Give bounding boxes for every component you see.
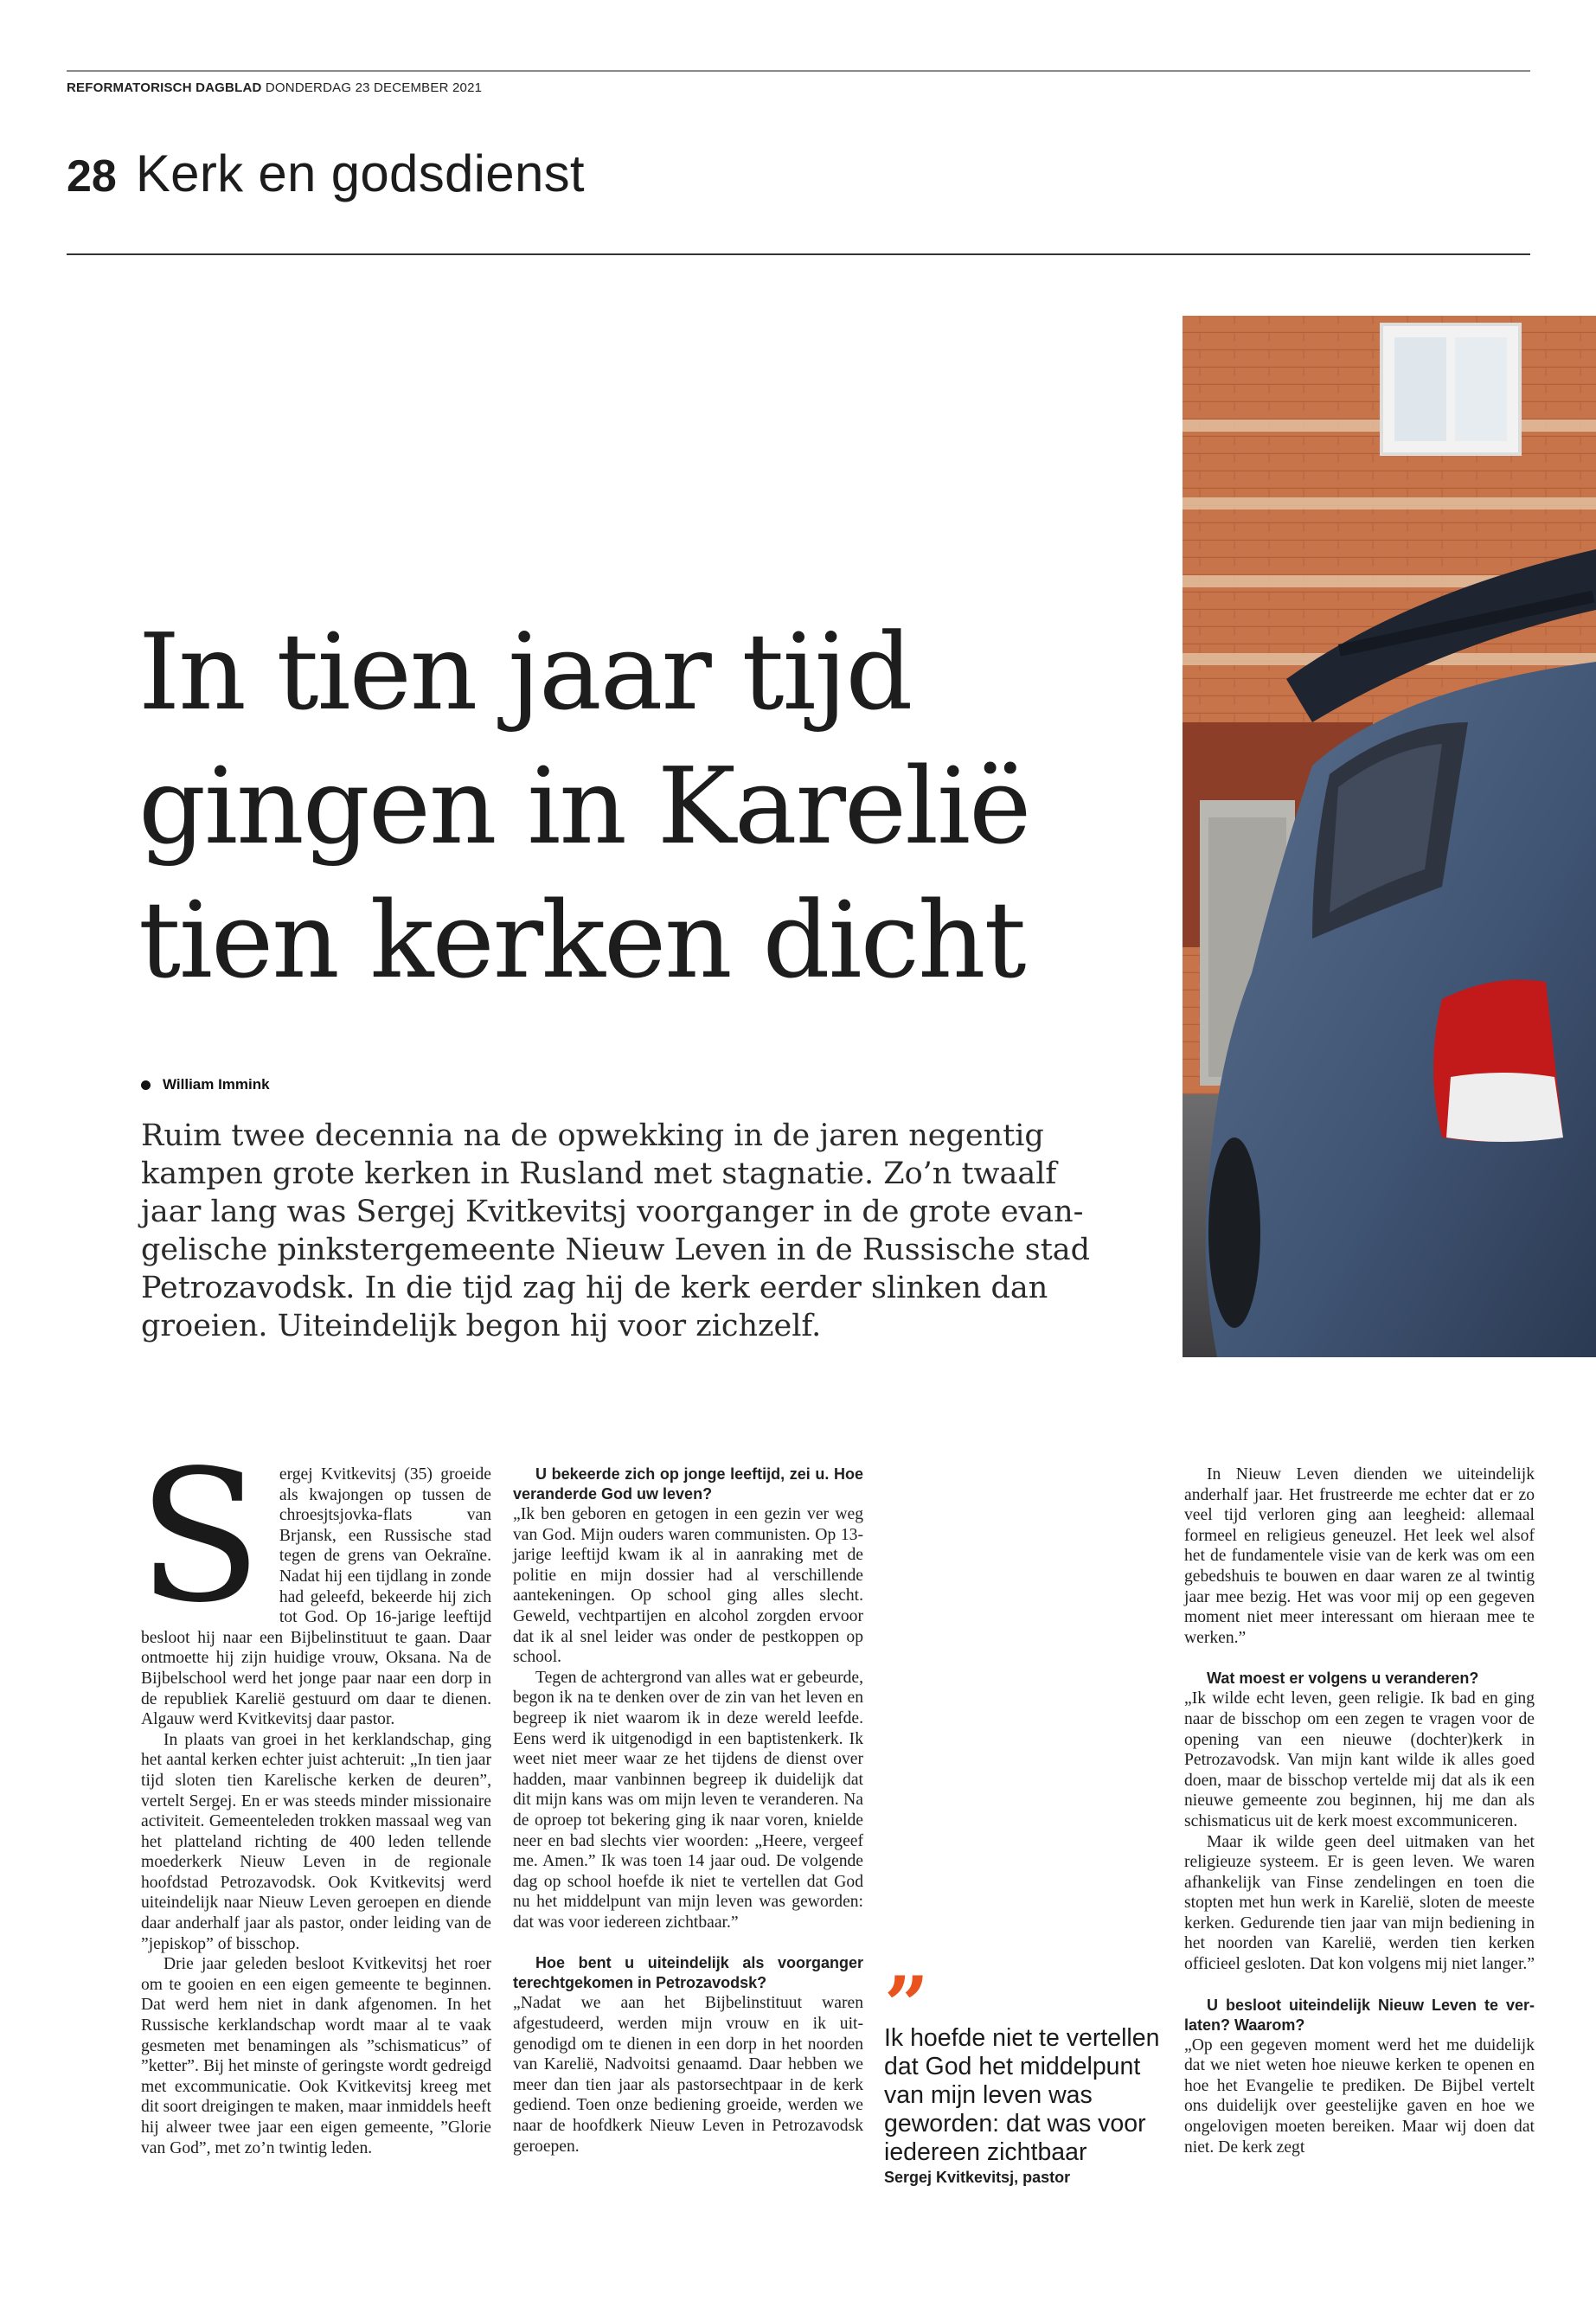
article-photo [1183, 316, 1596, 1357]
body-paragraph: Tegen de achtergrond van alles wat er gebeurde, begon ik na te denken over de zin van het leven en begreep ik niet waarom ik in deze wereld leefde. Eens werd ik uitgenodigd in een baptistenkerk. Ik weet niet meer waar ze het tijdens de dienst over hadden, maar vanbinnen begreep ik duidelijk dat dit mijn kans was om mijn leven te veranderen. Na de oproep tot bekering ging ik naar voren, knielde neer en bad slechts vier woorden: „Heere, vergeef me. Amen.” Ik was toen 14 jaar oud. De volgende dag op school hoefde ik niet te vertellen dat God nu het middelpunt van mijn leven was geworden: dat was voor iedereen zichtbaar.” [513, 1668, 863, 1932]
dropcap: S [138, 1431, 262, 1643]
masthead [67, 80, 482, 95]
headline-line-1: In tien jaar tijd [138, 611, 912, 734]
byline-author: William Immink [163, 1076, 270, 1093]
section-header [67, 144, 585, 204]
body-paragraph: Drie jaar geleden besloot Kvitkevitsj het roer om te gooien en een eigen gemeente te beginnen. Dat werd hem niet in dank afgenomen. In het Russische kerklandschap wordt maar al te vaak gesmeten met benamingen als ”schismaticus” of ”ketter”. Bij het minste of geringste wordt gedreigd met excommunicatie. Ook Kvitkevitsj kreeg met dit soort dreigingen te maken, maar inmiddels heeft hij alweer twee jaar een eigen gemeente, ”Glorie van God”, met zo’n twintig leden. [141, 1955, 491, 2157]
interview-question: Hoe bent u uiteindelijk als voorganger terechtgekomen in Petrozavodsk? [513, 1954, 863, 1992]
body-paragraph: „Ik wilde echt leven, geen religie. Ik bad en ging naar de bisschop om een zegen te vragen voor de opening van een nieuwe (dochter)kerk in Petrozavodsk. Van mijn kant wilde ik alles goed doen, maar de bisschop vertelde mij dat als ik een nieuwe gemeente zou beginnen, hij me dan als schismaticus uit de kerk moest excommuniceren. [1184, 1689, 1535, 1830]
quote-mark-icon: ” [884, 1959, 929, 2051]
masthead-date: DONDERDAG 23 DECEMBER 2021 [265, 80, 483, 95]
interview-question: U besloot uiteindelijk Nieuw Leven te verlaten? Waarom? [1184, 1996, 1535, 2034]
masthead-paper-name: REFORMATORISCH DAGBLAD [67, 80, 262, 95]
section-title: Kerk en godsdienst [135, 144, 585, 202]
body-paragraph: ergej Kvitkevitsj (35) groeide als kwajongen op tussen de chroesjtsjovka-flats van Brjansk, een Russische stad tegen de grens van Oekraïne. Nadat hij een tijdlang in zonde had geleefd, bekeerde hij zich tot God. Op 16-jarige leeftijd besloot hij naar een Bijbelinstituut te gaan. Daar ontmoette hij zijn huidige vrouw, Oksana. Na de Bijbelschool werd het jonge paar naar een dorp in de republiek Karelië gestuurd om daar te dienen. Algauw werd Kvitkevitsj daar pastor. [141, 1465, 491, 1729]
spacer [1184, 1975, 1535, 1996]
byline-bullet-icon [141, 1080, 151, 1090]
column-2 [513, 1465, 863, 2157]
section-rule [67, 253, 1530, 255]
byline [141, 1076, 270, 1093]
body-paragraph: In plaats van groei in het kerklandschap, ging het aantal kerken echter juist achteruit: „In tien jaar tijd sloten tien Karelische kerken de deuren”, vertelt Sergej. En er was steeds minder missionaire activiteit. Gemeenteleden trokken massaal weg van het platteland richting de 400 leden tellende moederkerk Nieuw Leven in de regionale hoofdstad Petrozavodsk. Ook Kvitkevitsj werd uiteindelijk naar Nieuw Leven geroepen en diende daar anderhalf jaar als pastor, onder leiding van de ”jepiskop” of bisschop. [141, 1730, 491, 1953]
headline-line-2: gingen in Karelië [138, 745, 1030, 868]
interview-question: Wat moest er volgens u veranderen? [1207, 1670, 1479, 1688]
interview-question: U bekeerde zich op jonge leeftijd, zei u. Hoe veranderde God uw leven? [513, 1465, 863, 1503]
body-paragraph: Maar ik wilde geen deel uitmaken van het religieuze systeem. Er is geen leven. We waren afhankelijk van Finse zendelingen en toen die stopten met hun werk in Karelië, sloten de meeste kerken. Gedurende tien jaar van mijn bediening in het noorden van Karelië, werden tien kerken officieel gesloten. Dat kon volgens mij niet langer.” [1184, 1832, 1535, 1974]
body-paragraph: „Nadat we aan het Bijbelinstituut waren afgestudeerd, werden mijn vrouw en ik uitgenodigd om te dienen in een dorp in het noorden van Karelië, Nadvoitsi genaamd. Daar hebben we meer dan tien jaar als pastorsechtpaar in de kerk gediend. Toen onze bediening groeide, werden we naar de hoofdkerk Nieuw Leven in Petrozavodsk geroepen. [513, 1994, 863, 2156]
spacer [513, 1932, 863, 1953]
headline-line-3: tien kerken dicht [138, 879, 1025, 1002]
body-paragraph: „Op een gegeven moment werd het me duidelijk dat we niet weten hoe nieuwe kerken te openen en hoe het Evangelie te prediken. De Bijbel vertelt ons duidelijk over geestelijke gaven en hoe we ongelovigen moeten bereiken. Maar wij doen dat niet. De kerk zegt [1184, 2035, 1535, 2157]
intro-paragraph: Ruim twee decennia na de opwekking in de jaren negentig kampen grote kerken in Rusland met stagnatie. Zo’n twaalf jaar lang was Sergej Kvitkevitsj voorganger in de grote evangelische pinkstergemeente Nieuw Leven in de Russische stad Petrozavodsk. In die tijd zag hij de kerk eerder slinken dan groeien. Uiteindelijk begon hij voor zichzelf. [141, 1118, 1091, 1343]
headline [138, 606, 1133, 1008]
masthead-rule [67, 70, 1530, 72]
spacer [1184, 1648, 1535, 1669]
pull-quote [884, 1959, 1161, 2187]
body-paragraph: In Nieuw Leven dienden we uiteindelijk anderhalf jaar. Het frustreerde me echter dat er zo veel tijd verloren ging aan leegheid: allemaal formeel en religieus geneuzel. Het leek wel alsof het de fundamentele visie van de kerk was om een gebedshuis te bouwen en daar waren ze al twintig jaar mee bezig. Het was voor mij op een gegeven moment niet meer interessant om hieraan mee te werken.” [1184, 1465, 1535, 1647]
pull-quote-source: Sergej Kvitkevitsj, pastor [884, 2169, 1071, 2186]
pull-quote-text: Ik hoefde niet te vertellen dat God het middelpunt van mijn leven was geworden: dat was voor iedereen zichtbaar [884, 2024, 1160, 2166]
column-3 [1184, 1465, 1535, 2157]
column-1 [138, 1431, 491, 2158]
body-paragraph: „Ik ben geboren en getogen in een gezin ver weg van God. Mijn ouders waren communisten. Op 13-jarige leeftijd kwam ik al in aanraking met de politie en mijn dossier had al verschillende aantekeningen. Op school ging alles slecht. Geweld, vechtpartijen en alcohol zorgden ervoor dat ik al snel leider was onder de pestkoppen op school. [513, 1505, 863, 1667]
page-number: 28 [67, 151, 117, 202]
